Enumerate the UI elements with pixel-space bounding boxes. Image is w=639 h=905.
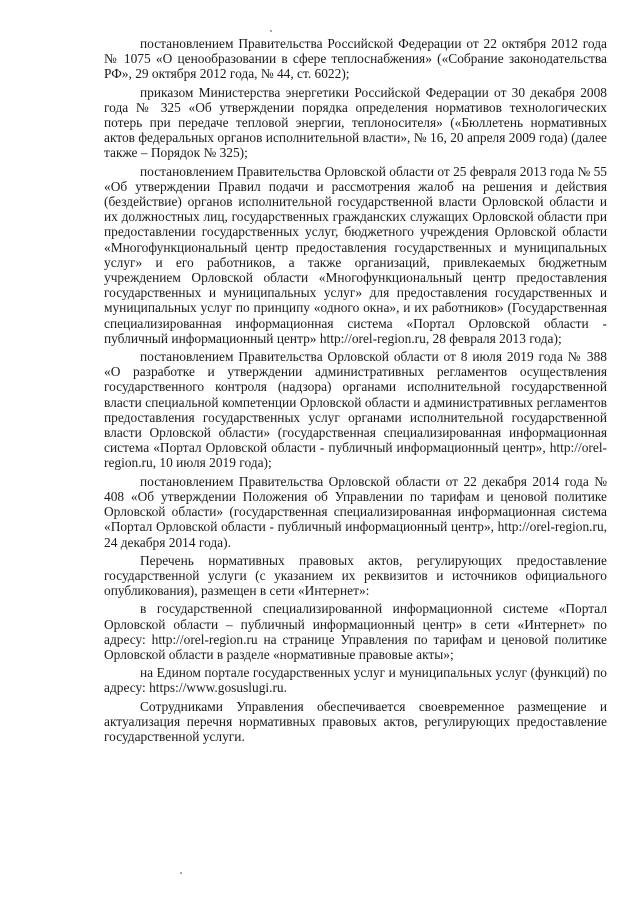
- paragraph-list-published: Перечень нормативных правовых актов, регулирующих предоставление государственной услуги (с указанием их реквизитов и источников официального опубликования), размещен в сети «Интернет»:: [104, 552, 607, 599]
- paragraph-decree-388: постановлением Правительства Орловской области от 8 июля 2019 года № 388 «О разработке и утверждении административных регламентов осуществления государственного контроля (надзора) органами исполнительной государственной власти специальной компетенции Орловской области и административных регламентов предоставления государственных услуг органами исполнительной государственной власти Орловской области» (государственная специализированная информационная система «Портал Орловской области - публичный информационный центр», http://orel-region.ru, 10 июля 2019 года);: [104, 349, 607, 471]
- paragraph-gosuslugi: на Едином портале государственных услуг и муниципальных услуг (функций) по адресу: https://www.gosuslugi.ru.: [104, 665, 607, 696]
- paragraph-portal-orel: в государственной специализированной информационной системе «Портал Орловской области – публичный информационный центр» в сети «Интернет» по адресу: http://orel-region.ru на странице Управления по тарифам и ценовой политике Орловской области в разделе «нормативные правовые акты»;: [104, 601, 607, 662]
- paragraph-order-325: приказом Министерства энергетики Российской Федерации от 30 декабря 2008 года № 325 «Об утверждении порядка определения нормативов технологических потерь при передаче тепловой энергии, теплоносителя» («Бюллетень нормативных актов федеральных органов исполнительной власти», № 16, 20 апреля 2009 года) (далее также – Порядок № 325);: [104, 84, 607, 161]
- scan-speck: [270, 30, 272, 32]
- paragraph-actualization: Сотрудниками Управления обеспечивается своевременное размещение и актуализация перечня нормативных правовых актов, регулирующих предоставление государственной услуги.: [104, 698, 607, 744]
- paragraph-decree-408: постановлением Правительства Орловской области от 22 декабря 2014 года № 408 «Об утверждении Положения об Управлении по тарифам и ценовой политике Орловской области» (государственная специализированная информационная система «Портал Орловской области - публичный информационный центр», http://orel-region.ru, 24 декабря 2014 года).: [104, 473, 607, 550]
- paragraph-decree-1075: постановлением Правительства Российской Федерации от 22 октября 2012 года № 1075 «О ценообразовании в сфере теплоснабжения» («Собрание законодательства РФ», 29 октября 2012 года, № 44, ст. 6022);: [104, 36, 607, 82]
- paragraph-decree-55: постановлением Правительства Орловской области от 25 февраля 2013 года № 55 «Об утверждении Правил подачи и рассмотрения жалоб на решения и действия (бездействие) органов исполнительной государственной власти Орловской области и их должностных лиц, государственных гражданских служащих Орловской области при предоставлении государственных услуг, бюджетного учреждения Орловской области «Многофункциональный центр предоставления государственных и муниципальных услуг» и его работников, а также организаций, привлекаемых бюджетным учреждением Орловской области «Многофункциональный центр предоставления государственных и муниципальных услуг» для предоставления государственных и муниципальных услуг по принципу «одного окна», и их работников» (Государственная специализированная информационная система «Портал Орловской области - публичный информационный центр» http://orel-region.ru, 28 февраля 2013 года);: [104, 163, 607, 346]
- scan-speck: [180, 872, 182, 874]
- document-body: [104, 36, 607, 744]
